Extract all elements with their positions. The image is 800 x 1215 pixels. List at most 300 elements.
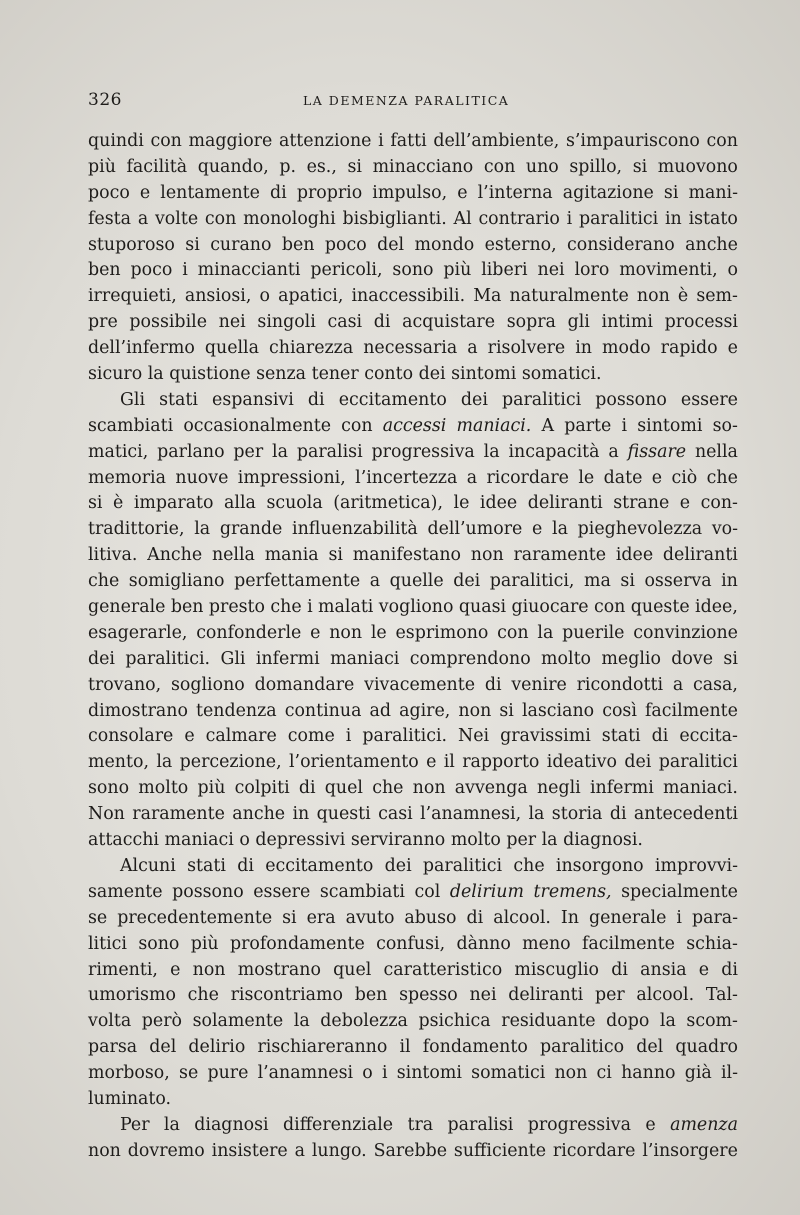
word: quindi <box>88 131 144 151</box>
text-line <box>88 699 738 725</box>
word: rapporto <box>462 752 540 773</box>
word: deliranti <box>527 493 603 514</box>
word: monologhi <box>243 208 336 229</box>
word: confonderle <box>196 622 302 643</box>
word: maggiore <box>188 131 273 151</box>
text-line <box>88 543 738 569</box>
word: i <box>566 208 573 229</box>
word: tra <box>407 1114 434 1135</box>
word: infermi <box>589 778 654 799</box>
word: ben <box>281 234 315 255</box>
word: Gli <box>220 648 246 669</box>
word: più <box>443 260 472 281</box>
word: istato <box>688 208 738 229</box>
word: se <box>179 1063 199 1084</box>
word: ansiosi, <box>184 286 252 307</box>
text-line <box>88 284 738 310</box>
word: i <box>182 260 188 281</box>
word: mondo <box>414 234 475 255</box>
word: nuove <box>175 467 229 488</box>
word: i <box>378 131 384 151</box>
word: idee, <box>695 597 738 618</box>
word: sono <box>138 933 180 954</box>
word: sintomi <box>637 415 703 436</box>
word: schia- <box>686 933 738 954</box>
word: festa <box>88 208 132 229</box>
word: fondamento <box>422 1037 528 1058</box>
word: generale <box>588 907 667 928</box>
word: facilità <box>126 156 188 177</box>
word: gravissimi <box>500 726 591 747</box>
word: Tal- <box>705 985 738 1006</box>
word: giuocare <box>511 597 589 618</box>
word: negli <box>536 778 581 799</box>
word: caratteristico <box>383 959 503 980</box>
word: in <box>575 338 593 359</box>
word: del <box>636 1037 664 1058</box>
word: poco <box>324 234 367 255</box>
word: improvvi- <box>654 855 738 876</box>
text-line <box>88 880 738 906</box>
word: in <box>665 208 682 229</box>
word: che <box>372 778 404 799</box>
running-title: LA DEMENZA PARALITICA <box>303 93 510 108</box>
word: insistere <box>211 1140 288 1161</box>
word: tener <box>311 364 365 385</box>
word: dei <box>418 364 452 385</box>
word: quando, <box>197 156 269 177</box>
word: matici, <box>88 441 149 462</box>
word: queste <box>630 597 690 618</box>
word: paralisi <box>447 1114 514 1135</box>
word: attenzione <box>278 131 372 151</box>
word: malati <box>318 597 374 618</box>
text-line <box>88 517 738 543</box>
text-line <box>88 906 738 932</box>
word: per <box>233 441 264 462</box>
word: raramente <box>132 804 225 825</box>
word: parte <box>564 415 612 436</box>
word: Nei <box>458 726 490 747</box>
word: samente <box>88 881 163 902</box>
word: dei <box>624 752 652 773</box>
word: se <box>88 907 108 928</box>
word: la <box>483 441 500 462</box>
word: modo <box>602 338 651 359</box>
word: nella <box>211 545 255 566</box>
word: somatici. <box>521 364 602 385</box>
word: morboso, <box>88 1063 170 1084</box>
word: la <box>528 804 545 825</box>
word: sintomi <box>451 364 522 385</box>
word: i <box>621 415 628 436</box>
word: venire <box>511 674 567 695</box>
word: però <box>141 1011 183 1032</box>
word: p. <box>279 156 296 177</box>
word: sicuro <box>88 364 148 385</box>
word: in <box>292 804 310 825</box>
word: molto <box>138 778 189 799</box>
word: quasi <box>458 597 507 618</box>
word: a <box>294 1140 305 1161</box>
word: di <box>298 778 316 799</box>
word: o <box>362 1063 373 1084</box>
word: perfettamente <box>234 571 361 592</box>
word: molto <box>450 830 507 851</box>
word: ricordare <box>552 1140 636 1161</box>
word: In <box>560 907 579 928</box>
word: infermi <box>255 648 320 669</box>
word: tendenza <box>196 700 277 721</box>
text-line <box>88 388 738 414</box>
word: liberi <box>481 260 528 281</box>
word: debolezza <box>320 1011 408 1032</box>
word: paralitici <box>501 389 582 410</box>
word: i <box>307 597 313 618</box>
text-line <box>88 776 738 802</box>
text-line <box>88 233 738 259</box>
text-line <box>88 466 738 492</box>
word: insorgono <box>555 855 644 876</box>
word: di <box>721 959 738 980</box>
word: la <box>659 1011 676 1032</box>
word: Ma <box>473 286 502 307</box>
word: era <box>306 907 336 928</box>
word: eccita- <box>679 726 738 747</box>
word: questi <box>316 804 371 825</box>
body-text <box>88 129 738 1165</box>
word: necessaria <box>363 338 458 359</box>
word: non <box>636 286 670 307</box>
word: dopo <box>606 1011 650 1032</box>
word: parsa <box>88 1037 138 1058</box>
word: di <box>237 855 254 876</box>
word: vivacemente <box>364 674 476 695</box>
text-line <box>88 724 738 750</box>
word: con <box>593 597 626 618</box>
text-line <box>88 1087 738 1113</box>
word: agire, <box>399 700 451 721</box>
word: maniaci <box>330 648 400 669</box>
word: somatici <box>471 1063 546 1084</box>
word: paralitici <box>579 208 659 229</box>
word: sintomi <box>396 1063 462 1084</box>
word: eccitamento <box>338 389 447 410</box>
word: con <box>483 156 516 177</box>
word: memoria <box>88 467 166 488</box>
text-line <box>88 1009 738 1035</box>
italic-word: tremens, <box>533 881 612 902</box>
word: dànno <box>456 933 511 954</box>
word: si <box>185 234 200 255</box>
word: processi <box>664 312 738 333</box>
word: e <box>679 493 691 514</box>
word: Per <box>120 1114 150 1135</box>
word: manifestano <box>352 545 462 566</box>
word: minaccianti <box>197 260 301 281</box>
text-line <box>88 828 738 854</box>
word: si <box>723 648 738 669</box>
word: espansivi <box>212 389 294 410</box>
word: mento, <box>88 752 149 773</box>
word: pre <box>88 312 118 333</box>
word: delirio <box>188 1037 246 1058</box>
word: l’incertezza <box>355 467 458 488</box>
word: deliranti <box>508 985 584 1006</box>
word: come <box>287 726 335 747</box>
word: spesso <box>399 985 458 1006</box>
word: dell’ambiente, <box>433 131 560 151</box>
word: Non <box>88 804 125 825</box>
word: sufficiente <box>453 1140 547 1161</box>
word: possono <box>595 389 667 410</box>
word: molto <box>541 648 592 669</box>
word: grande <box>219 519 283 540</box>
word: occasionalmente <box>183 415 331 436</box>
word: luminato. <box>88 1088 172 1109</box>
word: lasciano <box>521 700 595 721</box>
word: ci <box>596 1063 612 1084</box>
page-number: 326 <box>88 90 122 110</box>
word: e <box>651 467 663 488</box>
word: il- <box>720 1063 738 1084</box>
word: i <box>345 726 352 747</box>
word: influenzabilità <box>292 519 418 540</box>
word: domandare <box>254 674 355 695</box>
text-line <box>88 621 738 647</box>
word: la <box>541 830 564 851</box>
word: non <box>412 778 446 799</box>
word: ciò <box>671 467 698 488</box>
word: quistione <box>169 364 257 385</box>
word: possibile <box>129 312 207 333</box>
word: pericoli, <box>310 260 383 281</box>
word: il <box>443 752 455 773</box>
word: dei <box>453 571 481 592</box>
word: più <box>190 933 219 954</box>
word: l’anamnesi <box>257 1063 354 1084</box>
word: maniaci <box>164 830 240 851</box>
word: (aritmetica), <box>333 493 443 514</box>
text-line <box>88 854 738 880</box>
word: di <box>270 182 287 203</box>
word: storia <box>551 804 603 825</box>
word: apatici, <box>278 286 344 307</box>
text-line <box>88 983 738 1009</box>
word: colpiti <box>234 778 290 799</box>
word: o <box>727 260 738 281</box>
word: ad <box>369 700 392 721</box>
italic-word: fissare <box>627 441 687 462</box>
word: dovremo <box>127 1140 205 1161</box>
word: così <box>602 700 637 721</box>
word: sem- <box>696 286 738 307</box>
word: non <box>458 700 492 721</box>
word: attacchi <box>88 830 165 851</box>
word: di <box>373 312 391 333</box>
word: si <box>620 571 635 592</box>
word: presto <box>208 597 266 618</box>
word: contrario <box>478 208 560 229</box>
word: proprio <box>296 182 363 203</box>
word: considerano <box>567 234 675 255</box>
word: con <box>706 131 738 151</box>
word: non <box>554 1063 588 1084</box>
text-line <box>88 958 738 984</box>
page-header <box>88 90 738 114</box>
word: si <box>499 700 514 721</box>
word: si <box>347 156 362 177</box>
word: para- <box>691 907 738 928</box>
word: generale <box>88 597 166 618</box>
word: hanno <box>621 1063 676 1084</box>
word: confusi, <box>376 933 446 954</box>
word: ideativo <box>546 752 617 773</box>
word: uno <box>525 156 559 177</box>
word: non <box>470 545 504 566</box>
word: gli <box>567 312 590 333</box>
word: anche <box>685 234 738 255</box>
word: alcool. <box>636 985 695 1006</box>
word: singoli <box>257 312 316 333</box>
word: ricordare <box>486 467 569 488</box>
word: a <box>608 441 619 462</box>
word: quelle <box>389 571 444 592</box>
word: loro <box>574 260 610 281</box>
word: paralisi <box>296 441 363 462</box>
text-line <box>88 802 738 828</box>
word: dei <box>384 855 412 876</box>
word: somigliano <box>128 571 225 592</box>
word: serviranno <box>350 830 451 851</box>
word: che <box>513 855 545 876</box>
word: deliranti <box>662 545 738 566</box>
word: è <box>113 493 124 514</box>
word: nei <box>469 985 497 1006</box>
word: nella <box>694 441 738 462</box>
word: volta <box>88 1011 132 1032</box>
word: curano <box>210 234 272 255</box>
word: trovano, <box>88 674 162 695</box>
word: ben <box>88 260 121 281</box>
text-line <box>88 491 738 517</box>
word: conto <box>364 364 419 385</box>
word: dell’infermo <box>88 338 195 359</box>
word: e <box>532 519 543 540</box>
word: poco <box>88 182 130 203</box>
word: di <box>651 726 669 747</box>
word: parlano <box>157 441 225 462</box>
word: non <box>329 622 363 643</box>
word: intimi <box>601 312 653 333</box>
word: casi <box>378 804 413 825</box>
word: più <box>197 778 226 799</box>
word: in <box>721 571 738 592</box>
word: col <box>414 881 441 902</box>
text-line <box>88 569 738 595</box>
word: quadro <box>675 1037 738 1058</box>
word: già <box>684 1063 712 1084</box>
word: solamente <box>192 1011 284 1032</box>
word: depressivi <box>255 830 351 851</box>
word: e <box>698 959 710 980</box>
word: si <box>282 907 297 928</box>
word: per <box>506 830 542 851</box>
word: spillo, <box>569 156 623 177</box>
word: le <box>578 467 595 488</box>
word: scom- <box>686 1011 738 1032</box>
word: essere <box>253 881 311 902</box>
word: i <box>676 907 682 928</box>
word: a <box>137 208 149 229</box>
word: stati <box>187 855 226 876</box>
word: paralitici. <box>362 726 448 747</box>
text-line <box>88 1139 738 1165</box>
word: ansia <box>640 959 687 980</box>
word: meglio <box>601 648 661 669</box>
italic-word: amenza <box>670 1114 738 1135</box>
word: avuto <box>345 907 395 928</box>
word: esprimono <box>395 622 489 643</box>
word: l’insorgere <box>642 1140 738 1161</box>
word: senza <box>256 364 312 385</box>
word: specialmente <box>621 881 738 902</box>
word: es., <box>306 156 337 177</box>
text-line <box>88 129 738 155</box>
word: non <box>192 959 226 980</box>
word: imparato <box>133 493 214 514</box>
word: volte <box>154 208 199 229</box>
word: con <box>204 208 237 229</box>
word: Al <box>453 208 472 229</box>
text-line <box>88 932 738 958</box>
word: l’orientamento <box>288 752 419 773</box>
word: fatti <box>390 131 427 151</box>
word: e <box>457 182 468 203</box>
word: paralitici, <box>489 571 575 592</box>
word: quella <box>204 338 259 359</box>
word: esagerarle, <box>88 622 188 643</box>
word: osserva <box>644 571 712 592</box>
word: a <box>672 674 684 695</box>
word: a <box>467 338 478 359</box>
word: di <box>611 959 628 980</box>
word: dei <box>88 648 115 669</box>
word: raramente <box>513 545 607 566</box>
text-line <box>88 336 738 362</box>
word: e <box>170 959 181 980</box>
word: movimenti, <box>619 260 718 281</box>
word: sono <box>392 260 434 281</box>
word: comprendono <box>409 648 531 669</box>
word: le <box>453 493 470 514</box>
word: o <box>239 830 256 851</box>
word: lungo. <box>311 1140 367 1161</box>
word: e <box>426 752 437 773</box>
word: muovono <box>657 156 738 177</box>
word: miscuglio <box>514 959 600 980</box>
word: la <box>272 441 288 462</box>
word: avvenga <box>454 778 528 799</box>
word: diagnosi <box>194 1114 269 1135</box>
word: casa, <box>693 674 738 695</box>
word: progressiva <box>371 441 475 462</box>
word: esterno, <box>484 234 557 255</box>
word: profondamente <box>229 933 365 954</box>
word: a <box>369 571 381 592</box>
word: stati <box>601 726 641 747</box>
word: che <box>88 571 120 592</box>
